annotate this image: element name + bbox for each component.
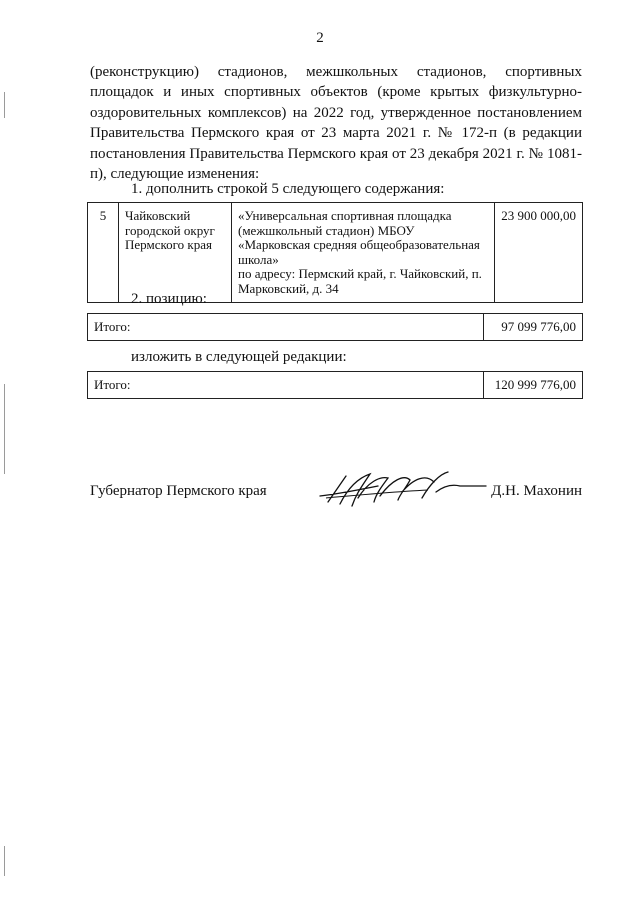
amendment-item-1-heading: 1. дополнить строкой 5 следующего содержания: (131, 181, 445, 197)
amendment-item-2-heading: 2. позицию: (131, 291, 207, 307)
signatory-title: Губернатор Пермского края (90, 483, 267, 499)
sum-cell: 23 900 000,00 (495, 203, 583, 303)
scan-margin-mark (4, 92, 5, 118)
new-total-table (87, 371, 583, 399)
object-cell (232, 203, 495, 303)
municipality-cell: Чайковский городской округ Пермского края (119, 203, 232, 303)
total-sum-cell: 97 099 776,00 (484, 314, 583, 341)
table-row (88, 372, 583, 399)
table-row (88, 203, 583, 303)
page-number: 2 (316, 30, 324, 46)
signature-block (90, 476, 582, 516)
intro-paragraph: (реконструкцию) стадионов, межшкольных стадионов, спортивных площадок и иных спортивных объектов (кроме крытых физкультурно-оздоровительных комплексов) на 2022 год, утвержденное постановлением Правительства Пермского края от 23 марта 2021 г. № 172-п (в редакции постановления Правительства Пермского края от 23 декабря 2021 г. № 1081-п), следующие изменения: (90, 64, 582, 183)
object-address: по адресу: Пермский край, г. Чайковский, п. Марковский, д. 34 (238, 266, 482, 296)
handwritten-signature (318, 468, 488, 512)
total-sum-cell: 120 999 776,00 (484, 372, 583, 399)
old-total-table (87, 313, 583, 341)
new-row-table (87, 202, 583, 303)
signatory-name: Д.Н. Махонин (491, 483, 582, 499)
table-row (88, 314, 583, 341)
replace-heading: изложить в следующей редакции: (131, 349, 347, 365)
object-name: «Универсальная спортивная площадка (межшкольный стадион) МБОУ «Марковская средняя общеобразовательная школа» (238, 208, 480, 267)
scan-margin-mark (4, 846, 5, 876)
row-number-cell: 5 (88, 203, 119, 303)
total-label-cell: Итого: (88, 314, 484, 341)
scan-margin-mark (4, 384, 5, 474)
total-label-cell: Итого: (88, 372, 484, 399)
